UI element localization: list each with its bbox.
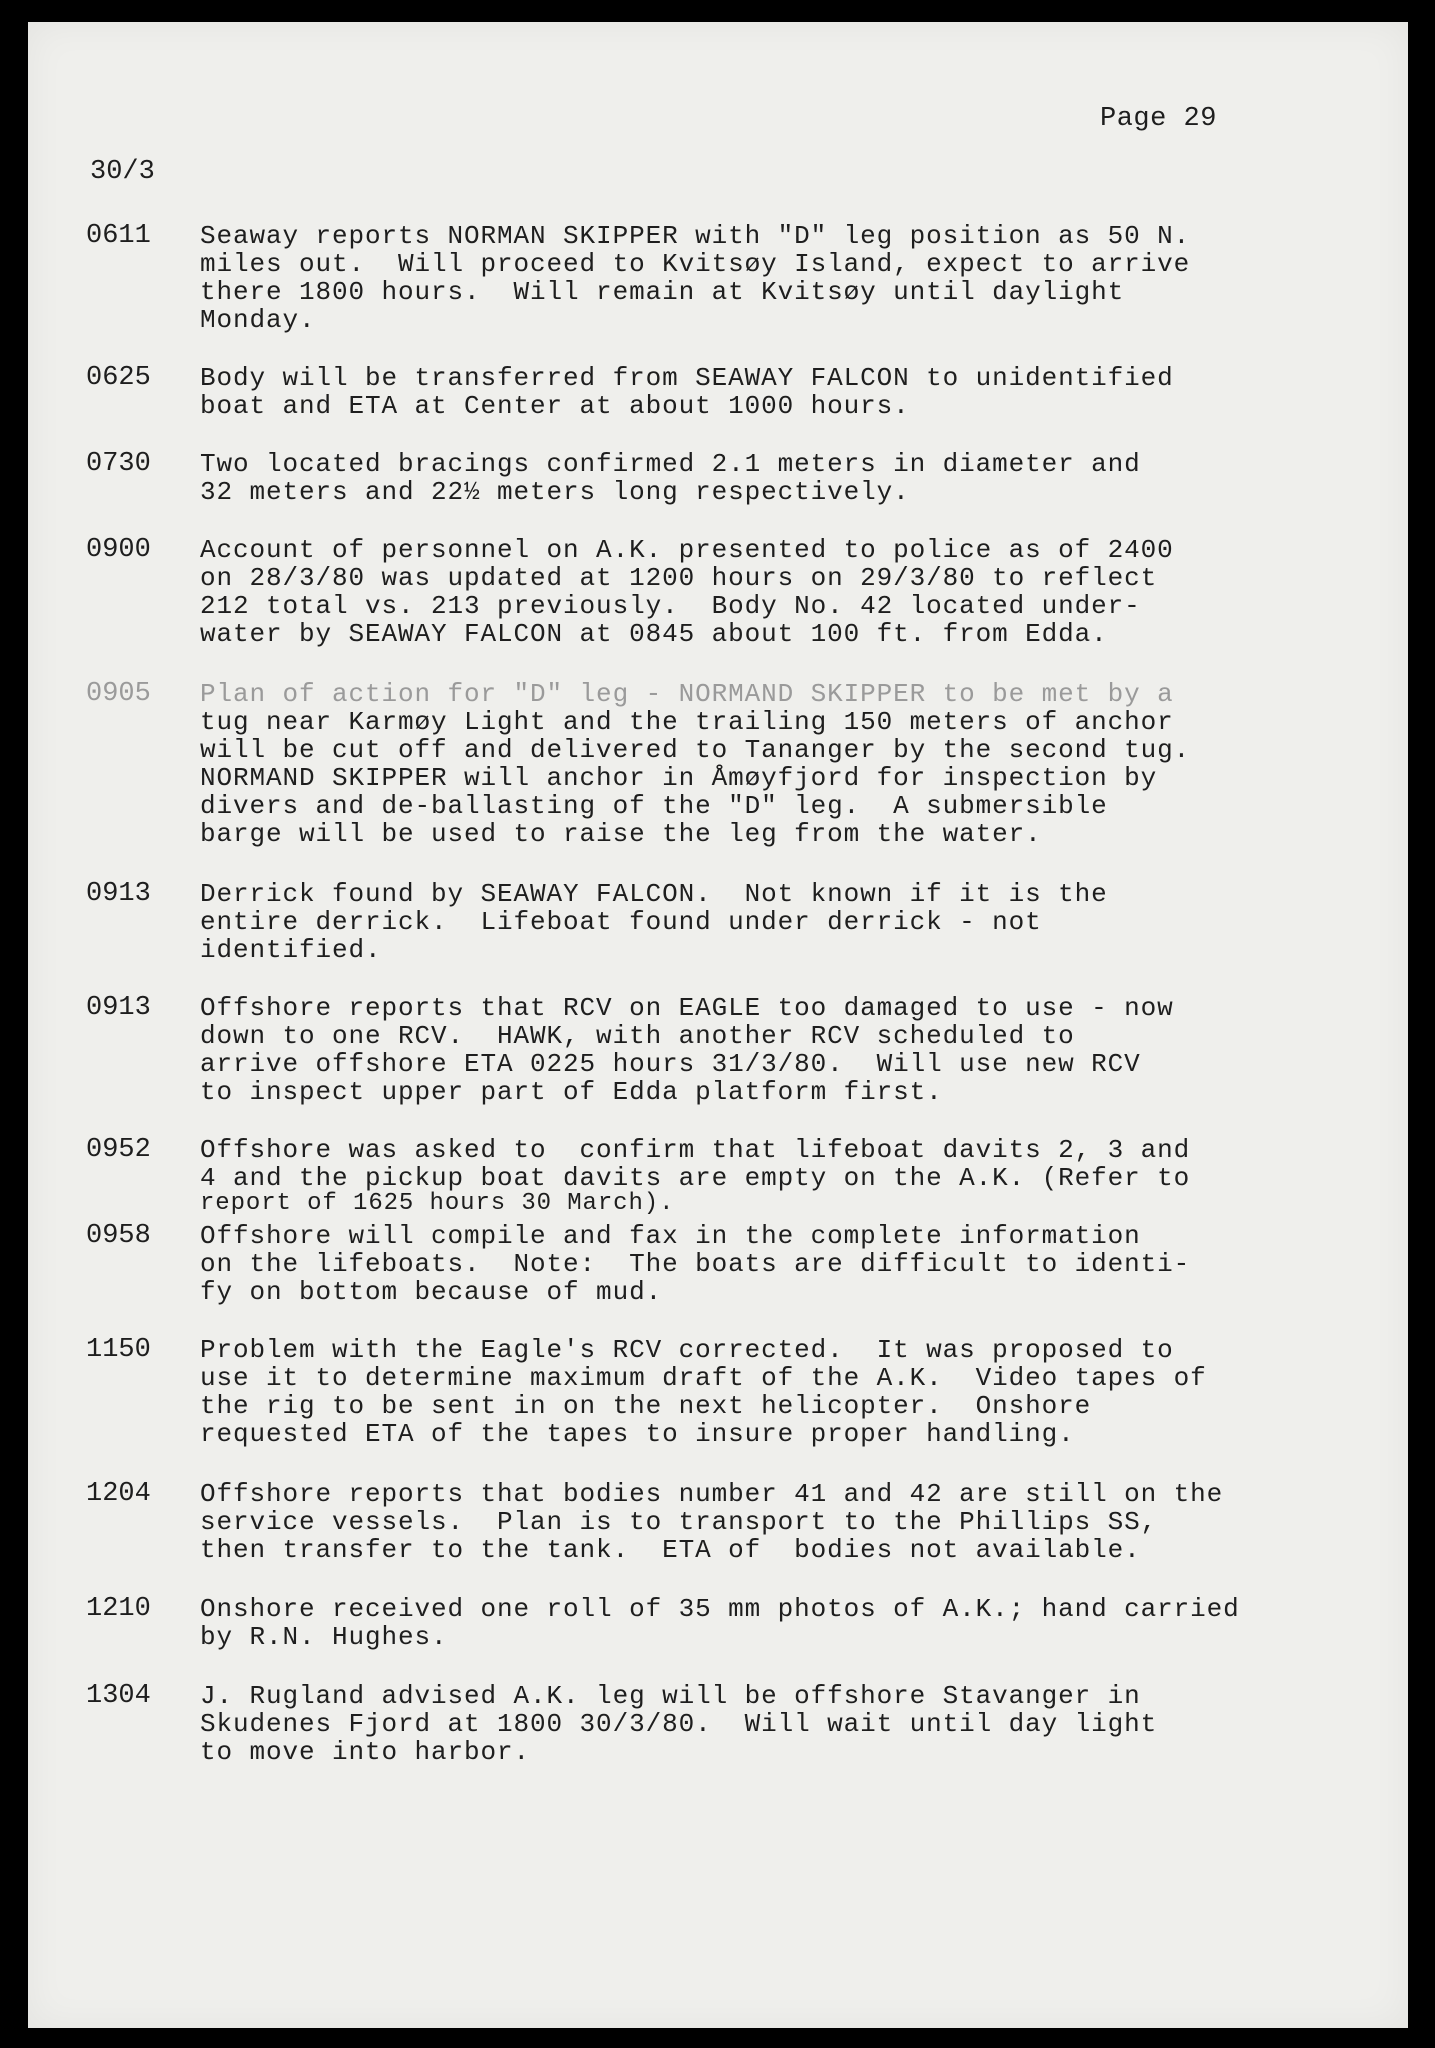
entry-line: 4 and the pickup boat davits are empty on the A.K. (Refer to xyxy=(200,1163,1191,1193)
entry-line: Body will be transferred from SEAWAY FALCON to unidentified xyxy=(200,363,1174,393)
entry-text xyxy=(200,1222,1190,1306)
entry-text xyxy=(200,450,1141,506)
entry-time: 1210 xyxy=(86,1594,151,1624)
entry-line: report of 1625 hours 30 March). xyxy=(200,1190,675,1217)
entry-time: 1150 xyxy=(86,1335,151,1365)
entry-line: service vessels. Plan is to transport to the Phillips SS, xyxy=(200,1507,1158,1537)
entry-line: on 28/3/80 was updated at 1200 hours on 29/3/80 to reflect xyxy=(200,563,1158,593)
entry-line: Account of personnel on A.K. presented to police as of 2400 xyxy=(200,535,1174,565)
entry-line: divers and de-ballasting of the "D" leg. A submersible xyxy=(200,791,1108,821)
entry-time: 0625 xyxy=(86,363,151,393)
entry-line: J. Rugland advised A.K. leg will be offshore Stavanger in xyxy=(200,1681,1141,1711)
entry-time: 1304 xyxy=(86,1681,151,1711)
entry-line: entire derrick. Lifeboat found under derrick - not xyxy=(200,907,1042,937)
entry-line: requested ETA of the tapes to insure proper handling. xyxy=(200,1419,1075,1449)
entry-time: 0900 xyxy=(86,535,151,565)
entry-text xyxy=(200,222,1190,334)
entry-line: tug near Karmøy Light and the trailing 150 meters of anchor xyxy=(200,707,1174,737)
entry-text xyxy=(200,1480,1223,1564)
page-number: Page 29 xyxy=(1100,104,1217,134)
entry-line: 212 total vs. 213 previously. Body No. 42 located under- xyxy=(200,591,1141,621)
entry-line: Seaway reports NORMAN SKIPPER with "D" leg position as 50 N. xyxy=(200,221,1191,251)
entry-line: to inspect upper part of Edda platform first. xyxy=(200,1077,943,1107)
entry-line: will be cut off and delivered to Tananger by the second tug. xyxy=(200,735,1191,765)
entry-text xyxy=(200,1682,1157,1766)
entry-line: Offshore was asked to confirm that lifeboat davits 2, 3 and xyxy=(200,1135,1191,1165)
entry-line: water by SEAWAY FALCON at 0845 about 100 ft. from Edda. xyxy=(200,619,1108,649)
entry-text xyxy=(200,994,1174,1106)
entry-line: Offshore reports that RCV on EAGLE too damaged to use - now xyxy=(200,993,1174,1023)
entry-line: Derrick found by SEAWAY FALCON. Not known if it is the xyxy=(200,879,1108,909)
entry-line: down to one RCV. HAWK, with another RCV scheduled to xyxy=(200,1021,1075,1051)
entry-time: 0730 xyxy=(86,449,151,479)
entry-line: then transfer to the tank. ETA of bodies not available. xyxy=(200,1535,1141,1565)
entry-time: 0952 xyxy=(86,1135,151,1165)
entry-text xyxy=(200,1136,1190,1215)
entry-line: Plan of action for "D" leg - NORMAND SKIPPER to be met by a xyxy=(200,679,1174,709)
entry-line: fy on bottom because of mud. xyxy=(200,1277,663,1307)
entry-time: 0611 xyxy=(86,221,151,251)
entry-line: the rig to be sent in on the next helicopter. Onshore xyxy=(200,1391,1092,1421)
entry-text xyxy=(200,1595,1240,1651)
entry-line: 32 meters and 22½ meters long respectively. xyxy=(200,477,910,507)
entry-time: 0913 xyxy=(86,993,151,1023)
date-heading: 30/3 xyxy=(90,157,155,187)
entry-line: Monday. xyxy=(200,305,316,335)
entry-text xyxy=(200,364,1174,420)
entry-line: to move into harbor. xyxy=(200,1737,531,1767)
entry-text xyxy=(200,1336,1207,1448)
entry-time: 0913 xyxy=(86,879,151,909)
entry-line: Offshore will compile and fax in the complete information xyxy=(200,1221,1141,1251)
entry-time: 1204 xyxy=(86,1479,151,1509)
entry-text xyxy=(200,880,1108,964)
entry-line: by R.N. Hughes. xyxy=(200,1622,448,1652)
entry-line: Offshore reports that bodies number 41 and 42 are still on the xyxy=(200,1479,1224,1509)
entry-line: Onshore received one roll of 35 mm photos of A.K.; hand carried xyxy=(200,1594,1240,1624)
entry-line: boat and ETA at Center at about 1000 hours. xyxy=(200,391,910,421)
entry-line: barge will be used to raise the leg from the water. xyxy=(200,819,1042,849)
entry-line: arrive offshore ETA 0225 hours 31/3/80. Will use new RCV xyxy=(200,1049,1141,1079)
entry-time: 0905 xyxy=(86,679,151,709)
entry-line: Problem with the Eagle's RCV corrected. It was proposed to xyxy=(200,1335,1174,1365)
entry-line: on the lifeboats. Note: The boats are difficult to identi- xyxy=(200,1249,1191,1279)
entry-line: miles out. Will proceed to Kvitsøy Island, expect to arrive xyxy=(200,249,1191,279)
entry-line: NORMAND SKIPPER will anchor in Åmøyfjord for inspection by xyxy=(200,763,1158,793)
entry-line: Two located bracings confirmed 2.1 meters in diameter and xyxy=(200,449,1141,479)
entry-text xyxy=(200,536,1174,648)
entry-line: there 1800 hours. Will remain at Kvitsøy until daylight xyxy=(200,277,1125,307)
entry-line: identified. xyxy=(200,935,382,965)
entry-time: 0958 xyxy=(86,1221,151,1251)
entry-line: Skudenes Fjord at 1800 30/3/80. Will wait until day light xyxy=(200,1709,1158,1739)
document-page xyxy=(28,22,1408,2028)
entry-text xyxy=(200,680,1190,848)
entry-line: use it to determine maximum draft of the A.K. Video tapes of xyxy=(200,1363,1207,1393)
